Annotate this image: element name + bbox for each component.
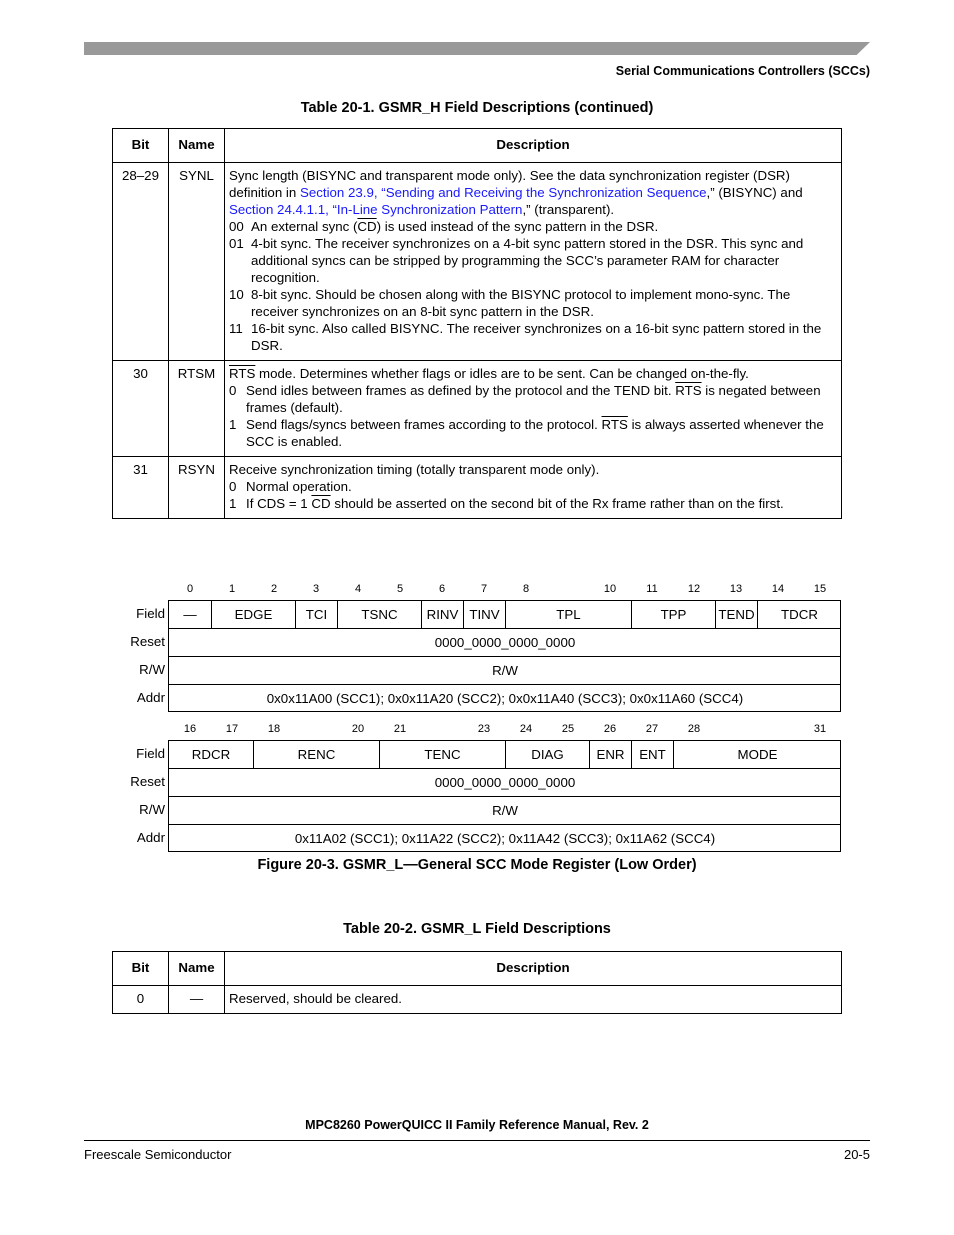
bit-number: 24: [519, 723, 533, 735]
figure-caption: Figure 20-3. GSMR_L—General SCC Mode Register (Low Order): [257, 857, 697, 873]
text-segment: is negated between frames (default).: [246, 383, 821, 415]
row-label: R/W: [112, 796, 169, 824]
bit-number: [295, 718, 337, 740]
bit-number: 11: [646, 583, 658, 595]
row-label: Addr: [112, 824, 169, 852]
register-field: TEND: [715, 601, 757, 629]
description-option: [229, 286, 837, 320]
row-label: R/W: [112, 656, 169, 684]
register-cells: [169, 684, 841, 712]
bit-number: 12: [687, 583, 701, 595]
register-addr-value: 0x11A02 (SCC1); 0x11A22 (SCC2); 0x11A42 (SCC3); 0x11A62 (SCC4): [294, 831, 716, 846]
register-row-rw: [112, 656, 842, 684]
register-cells: [169, 824, 841, 852]
register-field: TPP: [631, 601, 715, 629]
register-field: —: [183, 607, 197, 622]
register-row-rw: [112, 796, 842, 824]
option-value: 10: [229, 287, 244, 302]
register-field: MODE: [673, 741, 841, 769]
register-field: RDCR: [191, 747, 231, 762]
text-segment: Sync length (BISYNC and transparent mode only). See the data synchronization register (DSR) definition in: [229, 168, 790, 200]
active-low-signal: $\overline{RTS}$: [601, 417, 628, 432]
register-cells: [169, 600, 841, 628]
option-value: 0: [229, 383, 237, 398]
table-row: [113, 361, 842, 457]
register-field: TDCR: [757, 601, 841, 629]
bit-number: 6: [438, 583, 446, 595]
header-name: Name: [169, 952, 225, 986]
register-field: RENC: [253, 741, 379, 769]
active-low-signal: $\overline{RTS}$: [675, 383, 702, 398]
bit-number: 16: [183, 723, 197, 735]
register-row-reset: [112, 628, 842, 656]
table-row: [113, 163, 842, 361]
register-reset-value: 0000_0000_0000_0000: [434, 775, 576, 790]
active-low-signal: $\overline{CD}$: [311, 496, 331, 511]
bit-number: 31: [813, 723, 827, 735]
header-bar: [84, 42, 870, 55]
register-cells: [169, 740, 841, 768]
text-segment: An external sync (: [251, 219, 358, 234]
description-option: [229, 416, 837, 450]
text-segment: mode. Determines whether flags or idles are to be sent. Can be changed on-the-fly.: [255, 366, 749, 381]
option-text: [251, 320, 837, 354]
name-cell: RSYN: [169, 457, 225, 519]
bit-number-row: [169, 578, 842, 600]
register-field: TPL: [505, 601, 631, 629]
cross-reference-link[interactable]: Section 24.4.1.1, “In-Line Synchronization Pattern: [229, 202, 523, 217]
header-name: Name: [169, 129, 225, 163]
option-value: 0: [229, 479, 237, 494]
text-segment: should be asserted on the second bit of the Rx frame rather than on the first.: [330, 496, 784, 511]
register-row-field: [112, 740, 842, 768]
description-option: [229, 235, 837, 286]
text-segment: ) is used instead of the sync pattern in the DSR.: [376, 219, 659, 234]
register-field: ENT: [631, 741, 673, 769]
register-row-field: [112, 600, 842, 628]
name-cell: SYNL: [169, 163, 225, 361]
bit-number: [421, 718, 463, 740]
register-cells: [169, 628, 841, 656]
text-segment: Normal operation.: [246, 479, 352, 494]
register-field: RINV: [421, 601, 463, 629]
description-cell: [225, 457, 842, 519]
text-segment: ,” (transparent).: [522, 202, 615, 217]
bit-number: 25: [561, 723, 575, 735]
bit-number: 20: [351, 723, 365, 735]
footer-divider: [84, 1140, 870, 1141]
bit-number: 4: [354, 583, 362, 595]
option-value: 01: [229, 236, 244, 251]
row-label: Field: [112, 600, 169, 628]
footer-company: Freescale Semiconductor: [84, 1147, 232, 1162]
register-field: TCI: [295, 601, 337, 629]
register-field: TSNC: [337, 601, 421, 629]
register-field: TINV: [463, 601, 505, 629]
register-rw-value: R/W: [492, 803, 518, 818]
bit-number: 5: [396, 583, 404, 595]
bit-number: 18: [267, 723, 281, 735]
register-row-addr: [112, 824, 842, 852]
option-value: 00: [229, 219, 244, 234]
bit-number: 27: [645, 723, 659, 735]
register-field: TENC: [379, 741, 505, 769]
register-field: ENR: [589, 741, 631, 769]
active-low-signal: $\overline{CD}$: [357, 219, 377, 234]
bit-number: 14: [771, 583, 785, 595]
text-segment: Send idles between frames as defined by the protocol and the TEND bit.: [246, 383, 676, 398]
description-option: [229, 382, 837, 416]
register-field: DIAG: [505, 741, 589, 769]
table-row: [113, 457, 842, 519]
section-title: Serial Communications Controllers (SCCs): [615, 64, 870, 78]
register-addr-value: 0x0x11A00 (SCC1); 0x0x11A20 (SCC2); 0x0x11A40 (SCC3); 0x0x11A60 (SCC4): [266, 691, 744, 706]
row-label: Reset: [112, 628, 169, 656]
bit-number: [715, 718, 757, 740]
header-bit: Bit: [113, 952, 169, 986]
description-option: [229, 478, 837, 495]
bit-number: 17: [225, 723, 239, 735]
bit-number: 21: [393, 723, 407, 735]
register-cells: [169, 796, 841, 824]
row-label: Reset: [112, 768, 169, 796]
bit-number: 26: [603, 723, 617, 735]
description-paragraph: [229, 365, 837, 382]
bit-number-row: [169, 718, 842, 740]
bit-number: 7: [480, 583, 488, 595]
text-segment: 8-bit sync. Should be chosen along with the BISYNC protocol to implement mono-sync. The receiver synchronizes on an 8-bit sync pattern in the DSR.: [251, 287, 791, 319]
table2: [112, 951, 842, 1014]
register-row-addr: [112, 684, 842, 712]
text-segment: 16-bit sync. Also called BISYNC. The receiver synchronizes on a 16-bit sync pattern stored in the DSR.: [251, 321, 822, 353]
name-cell: —: [169, 986, 225, 1014]
option-value: 1: [229, 417, 237, 432]
text-segment: ,” (BISYNC) and: [706, 185, 803, 200]
register-upper: [112, 578, 842, 712]
page-number: 20-5: [843, 1147, 870, 1162]
option-text: [246, 478, 352, 495]
cross-reference-link[interactable]: Section 23.9, “Sending and Receiving the Synchronization Sequence: [299, 185, 707, 200]
bit-number: 2: [270, 583, 278, 595]
bit-number: 3: [312, 583, 320, 595]
bit-number: 0: [186, 583, 194, 595]
option-value: 11: [229, 321, 243, 336]
description-paragraph: [229, 461, 837, 478]
bit-number: 13: [729, 583, 743, 595]
table-row: [113, 986, 842, 1014]
register-lower: [112, 718, 842, 852]
description-cell: [225, 163, 842, 361]
bit-cell: 30: [113, 361, 169, 457]
row-label: Field: [112, 740, 169, 768]
option-text: [246, 382, 837, 416]
name-cell: RTSM: [169, 361, 225, 457]
header-description: Description: [225, 129, 842, 163]
text-segment: is always asserted whenever the SCC is enabled.: [246, 417, 824, 449]
table2-title: Table 20-2. GSMR_L Field Descriptions: [343, 921, 611, 937]
text-segment: 4-bit sync. The receiver synchronizes on a 4-bit sync pattern stored in the DSR. This sync and additional syncs can be stripped by programming the SCC’s parameter RAM for character recognition.: [251, 236, 804, 285]
bit-number: 15: [813, 583, 827, 595]
text-segment: Receive synchronization timing (totally transparent mode only).: [229, 462, 600, 477]
bit-number: 28: [687, 723, 701, 735]
register-reset-value: 0000_0000_0000_0000: [434, 635, 576, 650]
bit-cell: 28–29: [113, 163, 169, 361]
description-cell: Reserved, should be cleared.: [225, 986, 842, 1014]
register-cells: [169, 768, 841, 796]
option-text: [246, 416, 837, 450]
option-text: [251, 235, 837, 286]
footer-title: MPC8260 PowerQUICC II Family Reference Manual, Rev. 2: [305, 1118, 649, 1132]
bit-number: [547, 578, 589, 600]
active-low-signal: $\overline{RTS}$: [229, 366, 256, 381]
register-field: EDGE: [211, 601, 295, 629]
header-bit: Bit: [113, 129, 169, 163]
register-row-reset: [112, 768, 842, 796]
register-cells: [169, 656, 841, 684]
option-text: [246, 495, 784, 512]
bit-number: 1: [228, 583, 236, 595]
register-rw-value: R/W: [492, 663, 518, 678]
description-option: [229, 218, 837, 235]
description-paragraph: [229, 167, 837, 218]
text-segment: Send flags/syncs between frames according to the protocol.: [246, 417, 602, 432]
bit-number: 10: [603, 583, 617, 595]
option-text: [251, 218, 658, 235]
description-option: [229, 320, 837, 354]
text-segment: If CDS = 1: [246, 496, 312, 511]
row-label: Addr: [112, 684, 169, 712]
option-text: [251, 286, 837, 320]
header-description: Description: [225, 952, 842, 986]
bit-number: [757, 718, 799, 740]
option-value: 1: [229, 496, 237, 511]
description-cell: [225, 361, 842, 457]
table1-title: Table 20-1. GSMR_H Field Descriptions (continued): [300, 100, 654, 116]
bit-number: 8: [522, 583, 530, 595]
bit-cell: 31: [113, 457, 169, 519]
description-option: [229, 495, 837, 512]
bit-number: 23: [477, 723, 491, 735]
bit-cell: 0: [113, 986, 169, 1014]
table1: [112, 128, 842, 519]
